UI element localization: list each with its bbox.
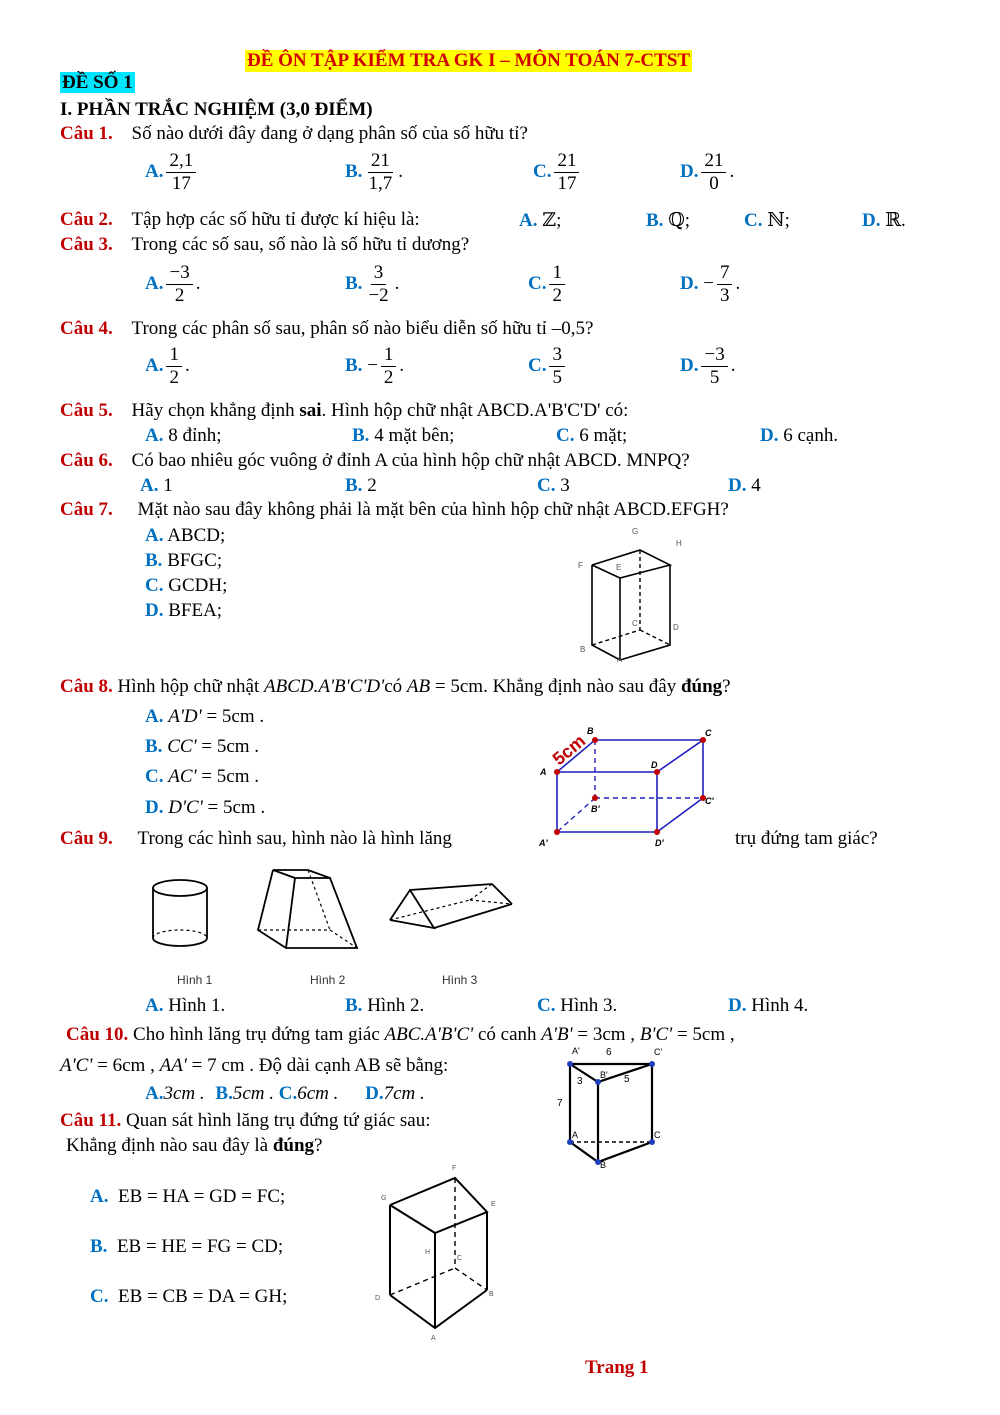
figure-3-caption: Hình 3	[442, 973, 478, 987]
q6-option-b[interactable]: B. 2	[345, 475, 377, 496]
question-5: Câu 5. Hãy chọn khẳng định sai. Hình hộp chữ nhật ABCD.A'B'C'D' có:	[60, 400, 629, 421]
question-3	[60, 234, 469, 256]
q3-option-c[interactable]: C. $\frac{1}{2}$	[528, 262, 568, 307]
question-10-line2: A'C' = 6cm , AA' = 7 cm . Độ dài cạnh AB sẽ bằng:	[60, 1055, 449, 1076]
q2-option-c[interactable]: C. ℕ;	[744, 210, 790, 231]
svg-text:B: B	[580, 645, 586, 654]
q6-option-d[interactable]: D. 4	[728, 475, 761, 496]
question-9	[60, 828, 452, 850]
svg-text:B: B	[489, 1291, 494, 1298]
svg-text:A: A	[617, 655, 623, 664]
q9-shapes-figure	[140, 860, 530, 990]
question-label: Câu 4.	[60, 318, 113, 339]
q3-option-b[interactable]: B. $\frac{3}{-2}$ .	[345, 262, 400, 306]
q1-option-d[interactable]: D. $\frac{21}{0}$ .	[680, 150, 735, 194]
q7-option-d[interactable]: D. BFEA;	[145, 600, 223, 621]
q4-option-a[interactable]: A. $\frac{1}{2}$ .	[145, 344, 190, 388]
question-label: Câu 9.	[60, 828, 113, 849]
svg-text:C: C	[457, 1255, 463, 1262]
page-title: ĐỀ ÔN TẬP KIỂM TRA GK I – MÔN TOÁN 7-CTST	[247, 50, 691, 71]
svg-text:C: C	[705, 728, 712, 738]
question-text: Trong các số sau, số nào là số hữu tỉ dương?	[131, 234, 470, 255]
svg-text:G: G	[632, 527, 639, 536]
q11-option-c[interactable]: C. EB = CB = DA = GH;	[90, 1286, 288, 1307]
q8-option-a[interactable]: A. A'D' = 5cm .	[145, 706, 265, 727]
svg-text:D: D	[651, 760, 658, 770]
svg-text:F: F	[578, 561, 583, 570]
q8-box-figure	[525, 722, 725, 852]
svg-text:A': A'	[539, 838, 548, 848]
section-heading: I. PHẦN TRẮC NGHIỆM (3,0 ĐIỂM)	[60, 99, 373, 120]
question-text: Trong các phân số sau, phân số nào biểu diễn số hữu tỉ –0,5?	[131, 318, 594, 339]
question-text: Số nào dưới đây đang ở dạng phân số của số hữu tỉ?	[131, 123, 528, 144]
q10-options	[145, 1083, 425, 1105]
q5-option-d[interactable]: D. 6 cạnh.	[760, 425, 839, 446]
question-11-line2: Khẳng định nào sau đây là đúng?	[66, 1135, 323, 1156]
question-label: Câu 11.	[60, 1110, 122, 1131]
svg-text:H: H	[425, 1249, 431, 1256]
q8-option-b[interactable]: B. CC' = 5cm .	[145, 736, 260, 757]
q2-option-a[interactable]: A. ℤ;	[519, 210, 562, 231]
page-number: Trang 1	[585, 1357, 649, 1378]
question-label: Câu 7.	[60, 499, 113, 520]
question-text: Mặt nào sau đây không phải là mặt bên của hình hộp chữ nhật ABCD.EFGH?	[137, 499, 729, 520]
svg-text:3: 3	[577, 1076, 583, 1087]
q10-option-a[interactable]: A.3cm .	[145, 1083, 205, 1104]
q10-prism-figure	[550, 1042, 680, 1172]
question-1	[60, 123, 528, 145]
q11-prism-figure	[365, 1160, 515, 1345]
svg-text:D: D	[375, 1295, 381, 1302]
svg-text:A: A	[572, 1130, 579, 1140]
q6-option-a[interactable]: A. 1	[140, 475, 173, 496]
question-text: Quan sát hình lăng trụ đứng tứ giác sau:	[126, 1110, 431, 1131]
svg-text:A: A	[431, 1335, 436, 1342]
q1-option-c[interactable]: C. $\frac{21}{17}$	[533, 150, 582, 195]
triangular-prism-shape	[390, 884, 512, 928]
q9-option-a[interactable]: A. Hình 1.	[145, 995, 226, 1016]
q6-option-c[interactable]: C. 3	[537, 475, 570, 496]
q5-option-a[interactable]: A. 8 đỉnh;	[145, 425, 222, 446]
q9-option-d[interactable]: D. Hình 4.	[728, 995, 809, 1016]
q10-option-c[interactable]: C.6cm .	[278, 1083, 339, 1104]
question-4	[60, 318, 593, 340]
question-label: Câu 3.	[60, 234, 113, 255]
svg-text:F: F	[452, 1165, 457, 1172]
svg-text:5cm: 5cm	[548, 730, 590, 770]
q9-option-b[interactable]: B. Hình 2.	[345, 995, 425, 1016]
cylinder-shape	[153, 880, 207, 946]
svg-text:D: D	[673, 623, 679, 632]
svg-text:7: 7	[557, 1098, 563, 1109]
question-10: Câu 10. Cho hình lăng trụ đứng tam giác ABC.A'B'C' có canh A'B' = 3cm , B'C' = 5cm ,	[66, 1024, 735, 1045]
svg-text:A': A'	[572, 1046, 580, 1056]
question-label: Câu 6.	[60, 450, 113, 471]
question-11	[60, 1110, 430, 1132]
q2-option-d[interactable]: D. ℝ.	[862, 210, 906, 231]
q7-box-figure	[560, 520, 700, 670]
q1-option-a[interactable]: A. $\frac{2,1}{17}$	[145, 150, 199, 195]
svg-text:B': B'	[591, 804, 600, 814]
svg-text:6: 6	[606, 1047, 612, 1058]
q4-option-b[interactable]: B. − $\frac{1}{2}$ .	[345, 344, 405, 388]
svg-text:G: G	[381, 1195, 387, 1202]
question-label: Câu 10.	[66, 1024, 129, 1045]
svg-text:C: C	[654, 1130, 661, 1140]
q9-option-c[interactable]: C. Hình 3.	[537, 995, 618, 1016]
svg-text:C': C'	[705, 796, 714, 806]
q10-option-d[interactable]: D.7cm .	[365, 1083, 425, 1104]
question-text: Tập hợp các số hữu tỉ được kí hiệu là:	[131, 209, 420, 230]
frustum-shape	[258, 870, 357, 948]
figure-2-caption: Hình 2	[310, 973, 346, 987]
question-label: Câu 2.	[60, 209, 113, 230]
svg-text:5: 5	[624, 1074, 630, 1085]
svg-text:C: C	[632, 619, 638, 628]
svg-text:B: B	[600, 1160, 607, 1170]
question-label: Câu 5.	[60, 400, 113, 421]
q7-option-c[interactable]: C. GCDH;	[145, 575, 228, 596]
question-7	[60, 499, 729, 521]
question-2	[60, 209, 420, 231]
q4-option-c[interactable]: C. $\frac{3}{5}$	[528, 344, 568, 389]
question-text: Trong các hình sau, hình nào là hình lăng	[137, 828, 452, 849]
svg-text:E: E	[491, 1201, 496, 1208]
question-6	[60, 450, 690, 472]
question-label: Câu 1.	[60, 123, 113, 144]
svg-text:B': B'	[600, 1070, 608, 1080]
q7-option-b[interactable]: B. BFGC;	[145, 550, 223, 571]
svg-text:A: A	[540, 767, 547, 777]
figure-1-caption: Hình 1	[177, 973, 213, 987]
q8-option-c[interactable]: C. AC' = 5cm .	[145, 766, 260, 787]
svg-text:D': D'	[655, 838, 664, 848]
q7-option-a[interactable]: A. ABCD;	[145, 525, 226, 546]
q5-option-b[interactable]: B. 4 mặt bên;	[352, 425, 455, 446]
exam-number: ĐỀ SỐ 1	[62, 72, 133, 93]
question-8: Câu 8. Hình hộp chữ nhật ABCD.A'B'C'D'có AB = 5cm. Khẳng định nào sau đây đúng?	[60, 676, 731, 697]
q3-option-a[interactable]: A. $\frac{-3}{2}$ .	[145, 262, 201, 306]
question-9-tail: trụ đứng tam giác?	[735, 828, 878, 849]
q11-option-b[interactable]: B. EB = HE = FG = CD;	[90, 1236, 284, 1257]
q11-option-a[interactable]: A. EB = HA = GD = FC;	[90, 1186, 286, 1207]
svg-text:C': C'	[654, 1047, 663, 1057]
svg-text:E: E	[616, 563, 622, 572]
question-text: Có bao nhiêu góc vuông ở đỉnh A của hình hộp chữ nhật ABCD. MNPQ?	[131, 450, 690, 471]
q2-option-b[interactable]: B. ℚ;	[646, 210, 691, 231]
svg-text:H: H	[676, 539, 682, 548]
question-label: Câu 8.	[60, 676, 113, 697]
q1-option-b[interactable]: B. $\frac{21}{1,7}$ .	[345, 150, 403, 194]
svg-text:B: B	[587, 726, 594, 736]
q8-option-d[interactable]: D. D'C' = 5cm .	[145, 797, 266, 818]
q5-option-c[interactable]: C. 6 mặt;	[556, 425, 628, 446]
q3-option-d[interactable]: D. − $\frac{7}{3}$ .	[680, 262, 741, 306]
q4-option-d[interactable]: D. $\frac{-3}{5}$ .	[680, 344, 736, 388]
q10-option-b[interactable]: B.5cm .	[215, 1083, 274, 1104]
